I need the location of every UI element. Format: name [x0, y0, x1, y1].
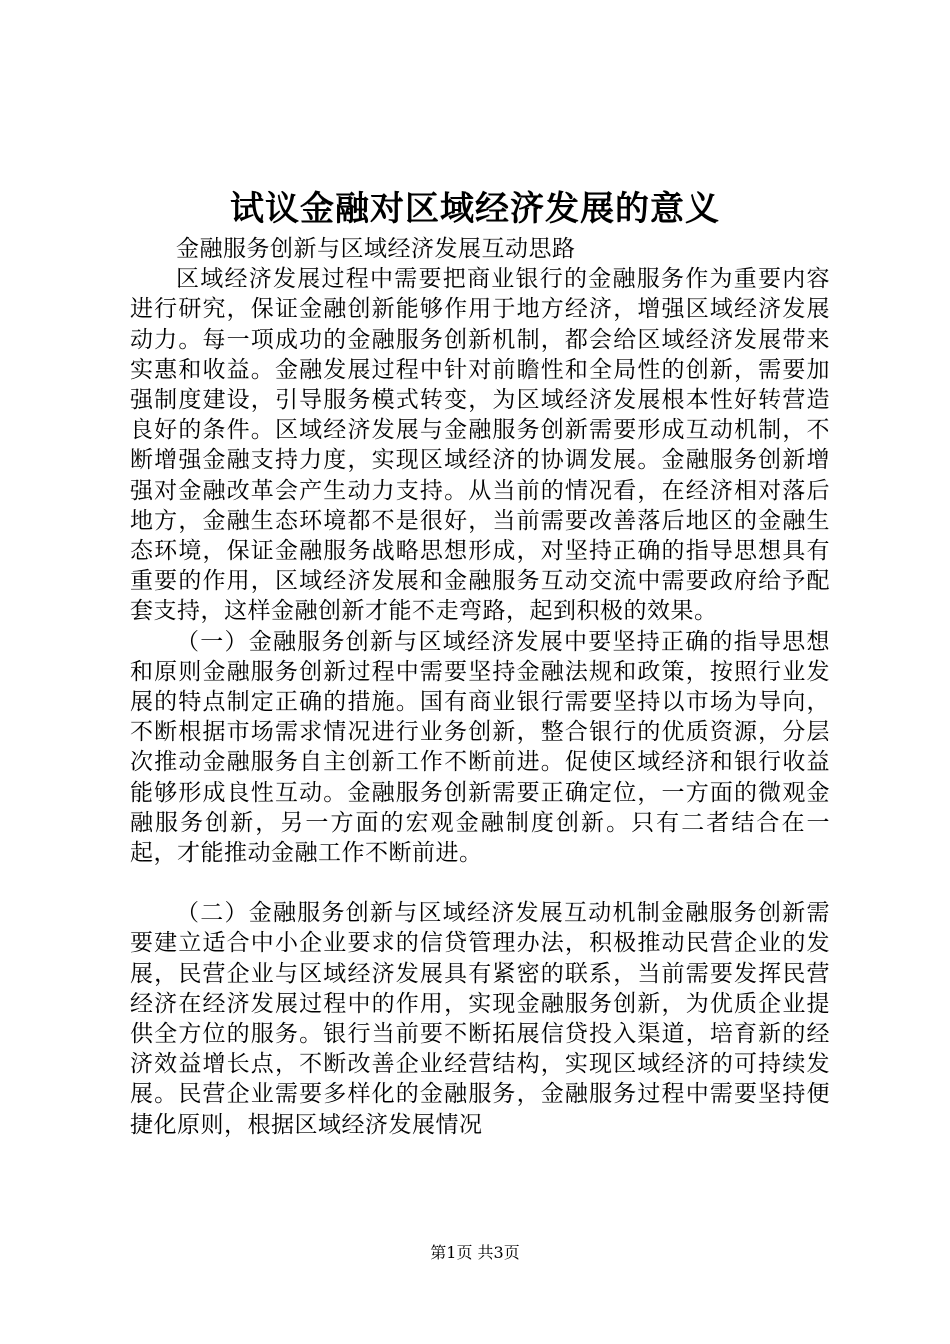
page-number-footer: 第1页 共3页: [430, 1243, 520, 1262]
document-title: 试议金融对区域经济发展的意义: [230, 189, 720, 229]
body-paragraph-2: （一）金融服务创新与区域经济发展中要坚持正确的指导思想和原则金融服务创新过程中需要坚持金融法规和政策，按照行业发展的特点制定正确的措施。国有商业银行需要坚持以市场为导向，不断根据市场需求情况进行业务创新，整合银行的优质资源，分层次推动金融服务自主创新工作不断前进。促使区域经济和银行收益能够形成良性互动。金融服务创新需要正确定位，一方面的微观金融服务创新，另一方面的宏观金融制度创新。只有二者结合在一起，才能推动金融工作不断前进。: [130, 628, 830, 867]
document-body: [130, 234, 830, 1140]
section-heading: 金融服务创新与区域经济发展互动思路: [176, 236, 576, 262]
body-paragraph-3: （二）金融服务创新与区域经济发展互动机制金融服务创新需要建立适合中小企业要求的信贷管理办法，积极推动民营企业的发展，民营企业与区域经济发展具有紧密的联系，当前需要发挥民营经济在经济发展过程中的作用，实现金融服务创新，为优质企业提供全方位的服务。银行当前要不断拓展信贷投入渠道，培育新的经济效益增长点，不断改善企业经营结构，实现区域经济的可持续发展。民营企业需要多样化的金融服务，金融服务过程中需要坚持便捷化原则，根据区域经济发展情况: [130, 900, 830, 1138]
body-paragraph-1: 区域经济发展过程中需要把商业银行的金融服务作为重要内容进行研究，保证金融创新能够作用于地方经济，增强区域经济发展动力。每一项成功的金融服务创新机制，都会给区域经济发展带来实惠和收益。金融发展过程中针对前瞻性和全局性的创新，需要加强制度建设，引导服务模式转变，为区域经济发展根本性好转营造良好的条件。区域经济发展与金融服务创新需要形成互动机制，不断增强金融支持力度，实现区域经济的协调发展。金融服务创新增强对金融改革会产生动力支持。从当前的情况看，在经济相对落后地方，金融生态环境都不是很好，当前需要改善落后地区的金融生态环境，保证金融服务战略思想形成，对坚持正确的指导思想具有重要的作用，区域经济发展和金融服务互动交流中需要政府给予配套支持，这样金融创新才能不走弯路，起到积极的效果。: [130, 266, 830, 625]
